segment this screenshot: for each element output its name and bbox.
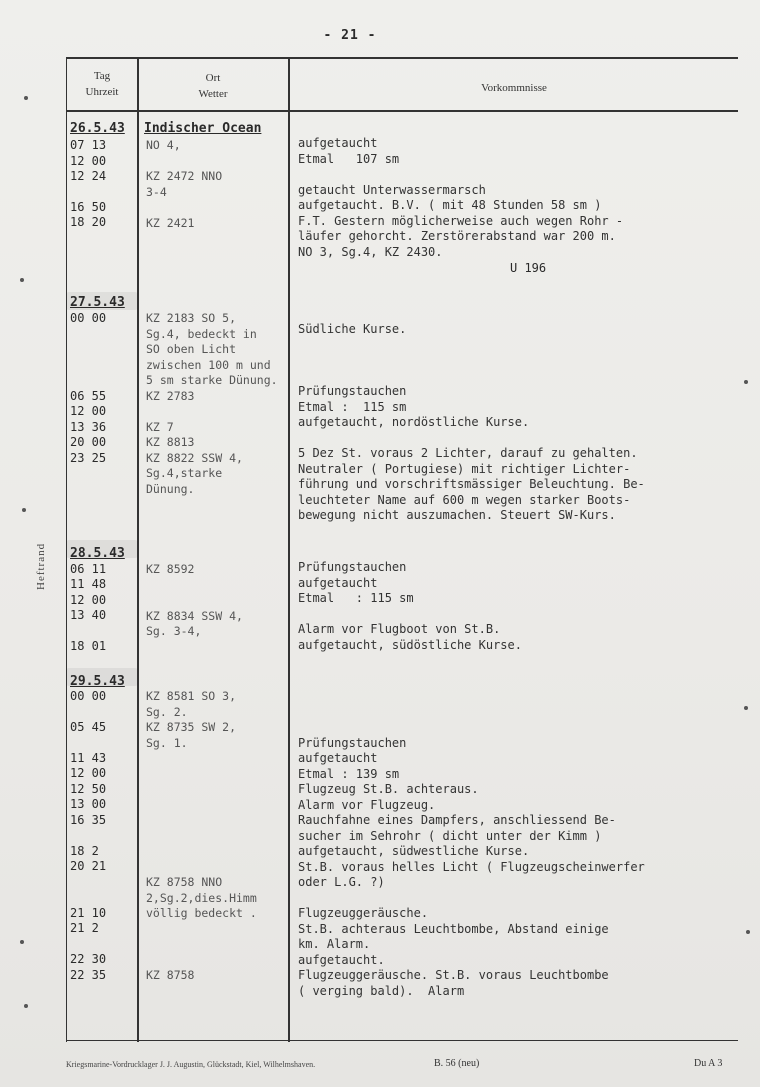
entry-time: 12 00 [70, 404, 107, 418]
entry-time: 21 2 [70, 921, 99, 935]
location-header: Indischer Ocean [144, 121, 262, 136]
entry-events: Prüfungstauchen aufgetaucht Etmal : 115 sm Alarm vor Flugboot von St.B. aufgetaucht, südöstliche Kurse. [298, 560, 522, 652]
entry-time: 13 36 [70, 420, 107, 434]
scan-speck [746, 930, 750, 934]
entry-events: aufgetaucht Etmal 107 sm getaucht Unterwassermarsch aufgetaucht. B.V. ( mit 48 Stunden 58 sm ) F.T. Gestern möglicherweise auch wegen Rohr - läufer gehorcht. Zerstörerabstand war 200 m. NO 3, Sg.4, KZ 2430. [298, 136, 624, 259]
left-border [66, 57, 67, 1042]
scan-speck [744, 706, 748, 710]
scan-speck [744, 380, 748, 384]
entry-events: Prüfungstauchen aufgetaucht Etmal : 139 sm Flugzeug St.B. achteraus. Alarm vor Flugzeug. Rauchfahne eines Dampfers, anschliessend Be- sucher im Sehrohr ( dicht unter der Kimm ) aufgetaucht, südwestliche Kurse. St.B. voraus helles Licht ( Flugzeugscheinwerfer oder L.G. ?) Flugzeuggeräusche. St.B. achteraus Leuchtbombe, Abstand einige km. Alarm. aufgetaucht. Flugzeuggeräusche. St.B. voraus Leuchtbombe ( verging bald). Alarm [298, 735, 645, 998]
header-tag-uhrzeit [68, 68, 136, 100]
entry-time: 12 00 [70, 766, 107, 780]
entry-time: 18 01 [70, 639, 107, 653]
header-tag: Tag [93, 70, 111, 82]
scan-speck [20, 940, 24, 944]
entry-date: 29.5.43 [70, 674, 125, 689]
entry-date: 26.5.43 [70, 121, 125, 136]
entry-time: 21 10 [70, 906, 107, 920]
scan-speck [20, 278, 24, 282]
entry-events: Südliche Kurse. Prüfungstauchen Etmal : 115 sm aufgetaucht, nordöstliche Kurse. 5 Dez St. voraus 2 Lichter, darauf zu gehalten. Neutraler ( Portugiese) mit richtiger Lichter- führung und vorschriftsmässiger Beleuchtung. Be- leuchteter Name auf 600 m wegen starker Boots- bewegung nicht auszumachen. Steuert SW-Kurs. [298, 322, 645, 522]
entry-time: 13 40 [70, 608, 107, 622]
entry-time: 20 21 [70, 859, 107, 873]
entry-time: 07 13 [70, 138, 107, 152]
entry-time: 12 00 [70, 593, 107, 607]
entry-time: 13 00 [70, 797, 107, 811]
printer-imprint: Kriegsmarine-Vordrucklager J. J. Augustin, Glückstadt, Kiel, Wilhelmshaven. [66, 1060, 316, 1069]
entry-time: 22 30 [70, 952, 107, 966]
entry-position-weather: NO 4, KZ 2472 NNO 3-4 KZ 2421 [146, 138, 223, 230]
entry-time: 12 50 [70, 782, 107, 796]
entry-time: 06 11 [70, 562, 107, 576]
entry-time: 12 00 [70, 154, 107, 168]
page-number: - 21 - [323, 28, 377, 43]
header-uhrzeit: Uhrzeit [85, 86, 119, 98]
entry-time: 16 35 [70, 813, 107, 827]
form-number: B. 56 (neu) [434, 1058, 480, 1069]
header-wetter: Wetter [198, 88, 228, 100]
header-bottom-rule [66, 110, 738, 112]
entry-time: 18 20 [70, 215, 107, 229]
entry-time: 18 2 [70, 844, 99, 858]
signature: U 196 [510, 261, 547, 275]
scan-speck [24, 1004, 28, 1008]
entry-time: 11 48 [70, 577, 107, 591]
header-ort: Ort [205, 72, 221, 84]
table-top-rule [66, 57, 738, 59]
entry-time: 16 50 [70, 200, 107, 214]
entry-time: 22 35 [70, 968, 107, 982]
scan-speck [24, 96, 28, 100]
table-bottom-rule [66, 1040, 738, 1041]
entry-position-weather: KZ 8592 KZ 8834 SSW 4, Sg. 3-4, [146, 562, 243, 638]
entry-time: 00 00 [70, 311, 107, 325]
margin-label: Heftrand [35, 542, 47, 590]
entry-time: 00 00 [70, 689, 107, 703]
entry-date: 28.5.43 [70, 546, 125, 561]
entry-time: 06 55 [70, 389, 107, 403]
entry-time: 20 00 [70, 435, 107, 449]
column-divider-2 [288, 57, 290, 1042]
column-divider-1 [137, 57, 139, 1042]
entry-position-weather: KZ 8581 SO 3, Sg. 2. KZ 8735 SW 2, Sg. 1. KZ 8758 NNO 2,Sg.2,dies.Himm völlig bedeckt . KZ 8758 [146, 689, 257, 982]
entry-time: 23 25 [70, 451, 107, 465]
entry-time: 05 45 [70, 720, 107, 734]
header-vorkommnisse: Vorkommnisse [481, 82, 547, 94]
entry-position-weather: KZ 2183 SO 5, Sg.4, bedeckt in SO oben Licht zwischen 100 m und 5 sm starke Dünung. KZ 2783 KZ 7 KZ 8813 KZ 8822 SSW 4, Sg.4,starke Dünung. [146, 311, 278, 496]
header-ort-wetter [140, 70, 286, 102]
entry-time: 12 24 [70, 169, 107, 183]
form-code: Du A 3 [694, 1058, 723, 1069]
scan-speck [22, 508, 26, 512]
entry-time: 11 43 [70, 751, 107, 765]
entry-date: 27.5.43 [70, 295, 125, 310]
